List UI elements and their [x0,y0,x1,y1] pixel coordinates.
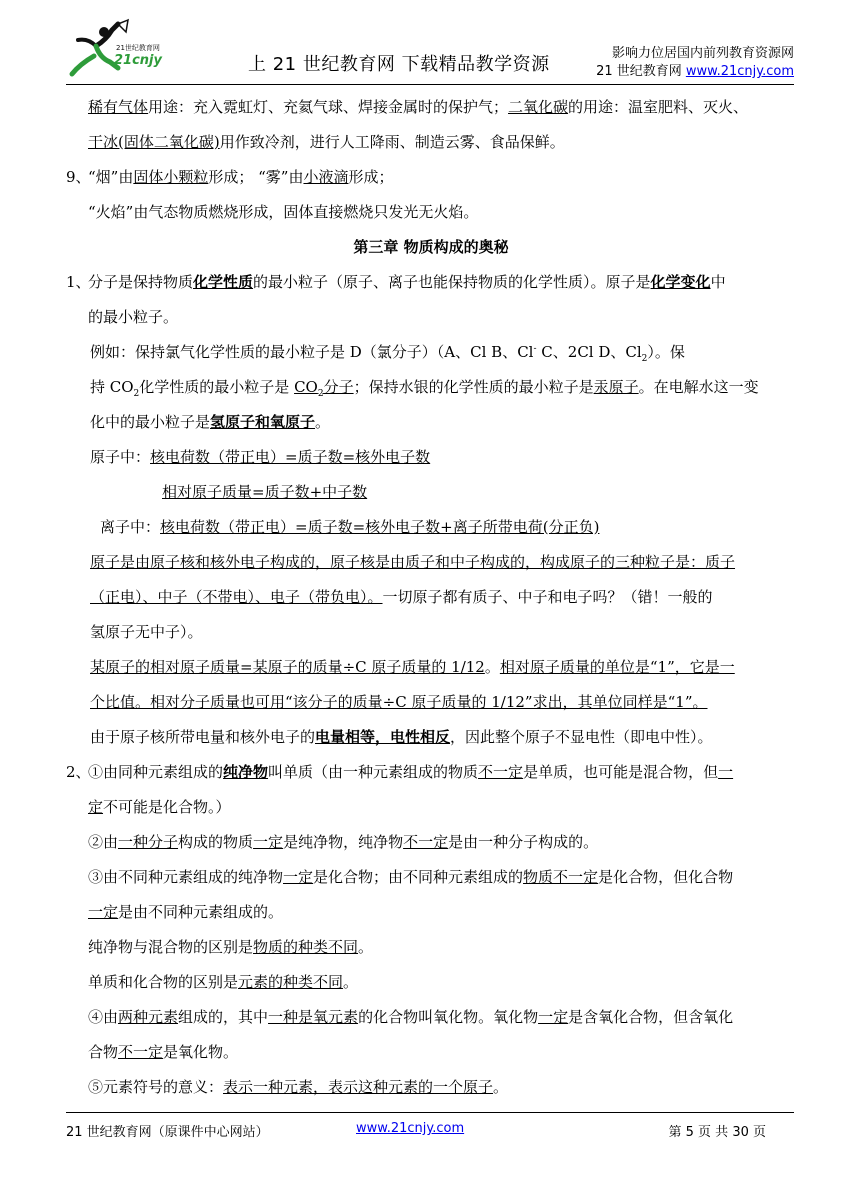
line-example-co2: 持 $CO_2$化学性质的最小粒子是 $CO_2$分子；保持水银的化学性质的最小粒子是汞原子。在电解水这一变 [90,378,759,399]
footer-site-name: 21 世纪教育网（原课件中心网站） [66,1125,269,1140]
footer-link[interactable]: www.21cnjy.com [356,1121,465,1136]
line-atom-structure: 原子是由原子核和核外电子构成的，原子核是由质子和中子构成的，构成原子的三种粒子是：质子 [90,553,736,571]
logo-text-top: 21世纪教育网 [116,44,160,52]
line-relative-mass-formula: 相对原子质量=质子数+中子数 [162,483,368,501]
line-point-3-cont: 一定是由不同种元素组成的。 [88,903,284,921]
header-divider [66,84,794,85]
chapter-title: 第三章 物质构成的奥秘 [353,238,509,256]
line-item-1: 1、分子是保持物质化学性质的最小粒子（原子、离子也能保持物质的化学性质）。原子是化学变化中 [66,273,726,291]
line-rare-gas: 稀有气体用途：充入霓虹灯、充氦气球、焊接金属时的保护气；二氧化碳的用途：温室肥料、灭火、 [88,98,749,116]
header-link[interactable]: www.21cnjy.com [685,64,794,79]
line-dry-ice: 干冰(固体二氧化碳)用作致冷剂，进行人工降雨、制造云雾、食品保鲜。 [88,133,565,151]
line-ion-formula: 离子中：核电荷数（带正电）=质子数=核外电子数+离子所带电荷(分正负) [100,518,600,536]
line-relative-atomic-mass: 某原子的相对原子质量=某原子的质量÷C 原子质量的 1/12。相对原子质量的单位是“1”，它是一 [90,658,735,676]
footer-divider [66,1112,794,1113]
line-hydrogen-note: 氢原子无中子）。 [90,623,203,641]
document-body [66,90,796,1105]
line-smallest-particle: 的最小粒子。 [88,308,179,326]
line-point-4-cont: 合物不一定是氧化物。 [88,1043,239,1061]
line-point-3: ③由不同种元素组成的纯净物一定是化合物；由不同种元素组成的物质不一定是化合物，但化合物 [88,868,734,886]
line-point-5: ⑤元素符号的意义：表示一种元素，表示这种元素的一个原子。 [88,1078,509,1096]
header-right-line1: 影响力位居国内前列教育资源网 [611,46,794,61]
line-flame: “火焰”由气态物质燃烧形成，固体直接燃烧只发光无火焰。 [88,203,479,221]
page-header [0,0,860,95]
header-right [596,45,794,81]
line-relative-molecular-mass: 个比值。相对分子质量也可用“该分子的质量÷C 原子质量的 1/12”求出，其单位同样是“1”。 [90,693,708,711]
header-slogan: 上 21 世纪教育网 下载精品教学资源 [248,54,550,75]
line-atom-formula: 原子中：核电荷数（带正电）=质子数=核外电子数 [90,448,431,466]
line-pure-vs-mixture: 纯净物与混合物的区别是物质的种类不同。 [88,938,374,956]
line-point-4: ④由两种元素组成的，其中一种是氧元素的化合物叫氧化物。氧化物一定是含氧化合物，但含氧化 [88,1008,734,1026]
line-element-vs-compound: 单质和化合物的区别是元素的种类不同。 [88,973,359,991]
line-neutral-atom: 由于原子核所带电量和核外电子的电量相等，电性相反，因此整个原子不显电性（即电中性）。 [90,728,713,746]
line-item-2-cont: 定不可能是化合物。） [88,798,231,816]
logo-text-bottom: 21cnjy [114,53,162,68]
line-item-2: 2、①由同种元素组成的纯净物叫单质（由一种元素组成的物质不一定是单质，也可能是混合物，但一 [66,763,734,781]
line-item-9: 9、“烟”由固体小颗粒形成； “雾”由小液滴形成； [66,168,394,186]
page-number: 第 5 页 共 30 页 [668,1125,766,1140]
line-example-chlorine: 例如：保持氯气化学性质的最小粒子是 D（氯分子）（A、Cl B、Cl- C、2Cl D、$Cl_2$）。保 [90,343,685,364]
line-electrolysis: 化中的最小粒子是氢原子和氧原子。 [90,413,331,431]
line-point-2: ②由一种分子构成的物质一定是纯净物，纯净物不一定是由一种分子构成的。 [88,833,599,851]
header-right-line2 [596,63,794,81]
header-site-name: 21 世纪教育网 [596,64,686,79]
line-particle-charges: （正电）、中子（不带电）、电子（带负电）。一切原子都有质子、中子和电子吗？（错！一般的 [90,588,713,606]
running-figure-logo-icon [66,18,186,80]
